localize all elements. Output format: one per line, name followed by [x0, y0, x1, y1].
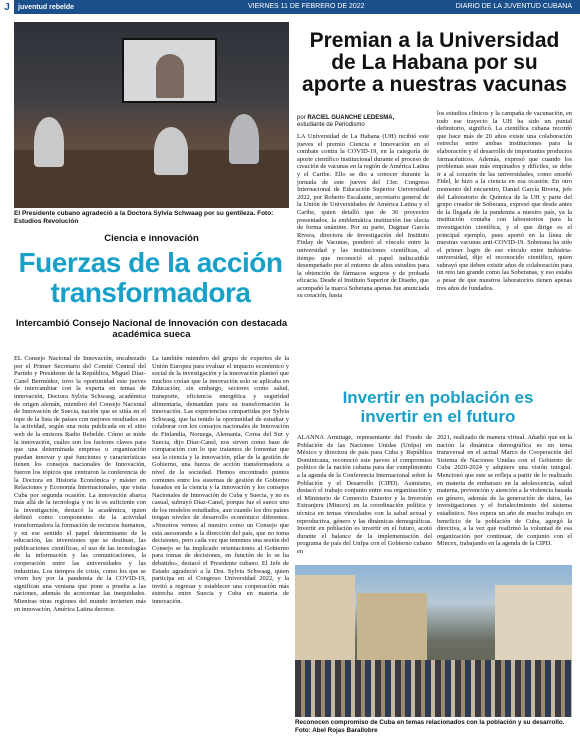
- logo-icon: J: [0, 0, 14, 14]
- article-column: 2021, realizado de manera virtual. Añadió que en la nación la dinámica demográfica es un tema transversal en el actual Marco de Cooperación del Sistema de Naciones Unidas con el Gobierno de Cuba 2020-2024 y adquiere una visión integral. Mencionó que este se refleja a partir de lo realizado en materia de embarazo en la adolescencia, salud materna, prevención y atención a la violencia basada en género, además de la generación de datos, las investigaciones y el fortalecimiento del sistema estadístico. Nos espera un año de mucho trabajo en beneficio de la población de Cuba, agregó la directiva, a la vez que reafirmó la voluntad de esa organización por continuar, de conjunto con el Mincex, trabajando en la agenda de la CIPD.: [437, 434, 572, 548]
- building: [295, 575, 355, 670]
- article-title: Fuerzas de la acción transformadora: [18, 247, 283, 308]
- section-kicker: Ciencia e innovación: [104, 233, 199, 244]
- article-column: La también miembro del grupo de expertos de la Unión Europea para evaluar el impacto económico y social de la investigación y la innovación planteó que muchos creían que la innovación solo se aplicaba en Educación; sin embargo, sectores como salud, transporte, eficiencia energética y seguridad alimentaria, demandan para su transformación la innovación. Las experiencias compartidas por Sylvia Schwaag, que ha tenido la oportunidad de estudiar y colaborar con los consejos nacionales de Innovación de Finlandia, Noruega, Alemania, Corea del Sur y Suecia, dijo Díaz-Canel, nos sirven como base de comparación con lo que tratamos de fomentar que sea la ciencia y la innovación, pilar de la gestión de Gobierno, una fuerza de acción transformadora a nivel de la sociedad. Hemos encontrado puntos comunes entre los sistemas de gestión de Gobierno basados en la ciencia y la innovación y los consejos Nacionales de Innovación de Cuba y Suecia, y no es casual, subrayó Díaz-Canel, porque fue el sueco uno de los modelos estudiados, aun cuando los dos países tengan niveles de desarrollo económico diferentes. «Nosotros vemos al nuestro como un Consejo que está asesorando a la dirección del país, que no toma decisiones, pero cada vez que tenemos una sesión del Consejo se ha implicado orientaciones al Gobierno para tomas de decisiones, en función de lo se ha debatido», destacó el Presidente cubano. El Jefe de Estado agradeció a la Dra. Sylvia Schwaag, quien participa en el Congreso Universidad 2022, y la invitó a regresar y establecer una cooperación más estrecha entre Suecia y Cuba en materia de innovación.: [152, 355, 289, 605]
- article-column: ALANNA Armitage, representante del Fondo de Población de las Naciones Unidas (Unfpa) en México y directora de país para Cuba y República Dominicana, reconoció este jueves el compromiso político de la nación cubana para dar cumplimiento a la agenda de la Conferencia Internacional sobre la Población y el Desarrollo (CIPD). Asimismo, destacó el trabajo conjunto entre esa organización y el Ministerio de Comercio Exterior y la Inversión Extranjera (Mincex) en la coordinación política y técnica en temas vinculados con la salud sexual y reproductiva, género y las dinámicas demográficas. Invertir en población es invertir en el futuro, acotó durante el balance de la implementación del programa de país del Unfpa con el Gobierno cubano en: [297, 434, 432, 555]
- byline: [297, 115, 429, 129]
- article-column: los estudios clínicos y la campaña de vacunación, en todo ese trayecto la UH ha sido un puntal definitorio, significó. La científica cubana recordó que hace más de 20 años existe una colaboración estrecha entre ambas instituciones para la elaboración y el desarrollo de importantes productos farmacéuticos. Además, expresó que cuando los problemas sean más empinados y difíciles, se debe ir a al corazón de las universidades, como enseñó Fidel, le hizo a la ciencia en esa ocasión. En otro momento del encuentro, Daniel García Rivera, jefe del Laboratorio de Química de la UH y parte del grupo creador de Soberana, expresó que desde antes de la llegada de la pandemia a nuestro país, ya la institución contaba con laboratorios para la investigación científica, y el que dirige es el principal ejemplo, pues aportó en la línea de nuestras vacunas anti-COVID-19. Soberana ha sido el primer logro de ese vínculo entre industria-universidad, dijo el reconocido científico, quien subrayó que deben existir años de colaboración para un reto tan grande como las Soberanas, y eso estaba a pesar de que nuestros laboratorios tienen apenas tres años de fundados.: [437, 110, 572, 292]
- article-title-right: Premian a la Universidad de La Habana por su aporte a nuestras vacunas: [302, 29, 567, 96]
- photo-street: [295, 565, 572, 717]
- video-screen: [122, 38, 217, 103]
- paper-tagline: DIARIO DE LA JUVENTUD CUBANA: [455, 3, 572, 10]
- photo-caption: El Presidente cubano agradeció a la Doctora Sylvia Schwaag por su gentileza. Foto: Estudios Revolución: [14, 210, 274, 225]
- issue-date: VIERNES 11 DE FEBRERO DE 2022: [248, 3, 365, 10]
- screen-person: [156, 54, 184, 98]
- photo-caption: Reconocen compromiso de Cuba en temas relacionados con la población y su desarrollo. Foto: Abel Rojas Barallobre: [295, 719, 565, 734]
- byline-prefix: por: [297, 115, 306, 121]
- photo-meeting: [14, 22, 289, 208]
- page-header: [0, 0, 580, 14]
- crowd: [295, 660, 572, 717]
- building: [495, 585, 572, 670]
- attendee-figure: [34, 117, 64, 167]
- article-title-invertir: Invertir en población es invertir en el futuro: [342, 388, 534, 426]
- byline-author: RACIEL GUANCHE LEDESMA,: [307, 115, 395, 121]
- attendee-figure: [154, 127, 188, 175]
- byline-role: estudiante de Periodismo: [297, 122, 365, 128]
- publication-name: juventud rebelde: [18, 3, 75, 11]
- article-subtitle: Intercambió Consejo Nacional de Innovación con destacada académica sueca: [15, 318, 288, 340]
- article-column: LA Universidad de La Habana (UH) recibió este jueves el premio Ciencia e Innovación en el combate contra la COVID-19, en la categoría de aporte científico institucional durante el proceso de creación de vacunas en la región de América Latina y el Caribe. Ello se dio a conocer durante la jornada de este jueves del 13er. Congreso Internacional de Educación Superior Universidad 2022, por Roberto Escalante, secretario general de la Unión de Universidades de América Latina y el Caribe, quien detalló que de 36 proyectos presentados, la emblemática institución fue electa de forma unánime. Por su parte, Dagmar García Rivera, directora de Investigación del Instituto Finlay de Vacunas, ponderó el vínculo entre la universidad y las instituciones científicas, al tiempo que reconoció el papel indiscutible desempeñado por el entorno de altos estudios para la obtención de fármacos seguros y de probada eficacia. Desde el Instituto Superior de Diseño, que acompañó la marca Soberana apenas fue anunciada su creación, hasta: [297, 133, 429, 300]
- article-column: EL Consejo Nacional de Innovación, encabezado por el Primer Secretario del Comité Central del Partido y Presidente de la República, Miguel Díaz-Canel Bermúdez, tuvo la oportunidad este jueves de intercambiar con la experta en temas de innovación, Doctora Sylvia Schwaag, académica de origen alemán, miembro del Consejo Nacional de Innovación de Suecia, nación que se sitúa en el tope de la lista de países con mejores resultados en la actividad, según una nota publicada en el sitio web de la emisora Radio Rebelde. Cómo se mide la innovación, cuáles son los factores claves para que una determinada empresa u organización puedan innovar y qué funciones y características tienen los consejos nacionales de Innovación, fueron los tópicos que centraron la conferencia de la Doctora en Historia Económica y máster en Relaciones y Economía Internacionales, que visita Cuba por segunda ocasión. La innovación abarca más allá de la tecnología y no le es suficiente con la investigación, destacó la académica, quien definió como componentes de la actividad transformadora la formación de recursos humanos, y en ese sentido el papel determinante de la educación, las inversiones que se destinan, las publicaciones científicas, el uso de las tecnologías de la información y las comunicaciones, la cooperación entre las universidades y las industrias. Los tiempos de crisis, como los que se viven hoy por la pandemia de la COVID-19, significan una ventana que pone a prueba a las naciones, además de acrecentar las inequidades. Mientras otras regiones del mundo invierten más en innovación, América Latina decrece.: [14, 355, 146, 613]
- attendee-figure: [229, 114, 259, 164]
